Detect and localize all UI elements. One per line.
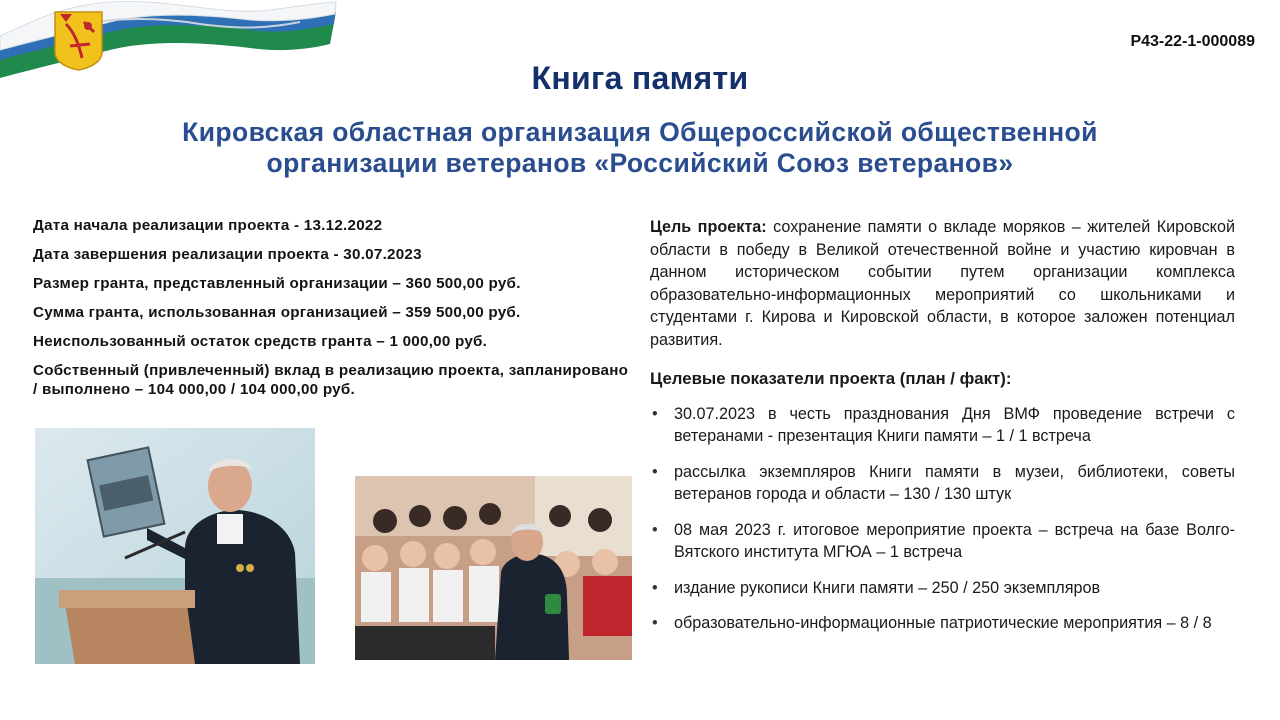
project-info-item: Сумма гранта, использованная организацией – 359 500,00 руб. xyxy=(33,304,521,321)
photo-audience-meeting xyxy=(355,476,632,660)
target-item: • рассылка экземпляров Книги памяти в музеи, библиотеки, советы ветеранов города и области – 130 / 130 штук xyxy=(650,461,1235,506)
goal-label: Цель проекта: xyxy=(650,218,767,236)
project-code: P43-22-1-000089 xyxy=(1130,33,1255,50)
project-info-item: Дата начала реализации проекта - 13.12.2022 xyxy=(33,217,383,234)
project-info-list xyxy=(33,216,633,409)
photo-veteran-with-book xyxy=(35,428,315,664)
page-title: Книга памяти xyxy=(531,60,749,96)
organization-line: организации ветеранов «Российский Союз ветеранов» xyxy=(266,148,1014,178)
target-item: • 30.07.2023 в честь празднования Дня ВМФ проведение встречи с ветеранами - презентация Книги памяти – 1 / 1 встреча xyxy=(650,403,1235,448)
project-info-item: Размер гранта, представленный организации – 360 500,00 руб. xyxy=(33,275,521,292)
goal-text: сохранение памяти о вкладе моряков – жителей Кировской области в победу в Великой отечественной войне и участию кировчан в данном историческом событии путем организации комплекса образовательно-информационных мероприятий со школьниками и студентами г. Кирова и Кировской области, в которое заложен потенциал развития. xyxy=(650,218,1235,349)
target-item: • образовательно-информационные патриотические мероприятия – 8 / 8 xyxy=(650,612,1235,635)
project-info-item: Дата завершения реализации проекта - 30.07.2023 xyxy=(33,246,422,263)
project-goals-section xyxy=(650,216,1235,648)
project-info-item: Неиспользованный остаток средств гранта – 1 000,00 руб. xyxy=(33,333,488,350)
project-goal xyxy=(650,216,1235,351)
targets-list xyxy=(650,403,1235,635)
target-item: • издание рукописи Книги памяти – 250 / 250 экземпляров xyxy=(650,577,1235,600)
project-info-item: Собственный (привлеченный) вклад в реализацию проекта, запланировано / выполнено – 104 000,00 / 104 000,00 руб. xyxy=(33,362,629,398)
target-item: • 08 мая 2023 г. итоговое мероприятие проекта – встреча на базе Волго-Вятского института МГЮА – 1 встреча xyxy=(650,519,1235,564)
targets-heading: Целевые показатели проекта (план / факт): xyxy=(650,369,1012,388)
organization-line: Кировская областная организация Общероссийской общественной xyxy=(182,117,1098,147)
organization-name xyxy=(90,117,1190,179)
